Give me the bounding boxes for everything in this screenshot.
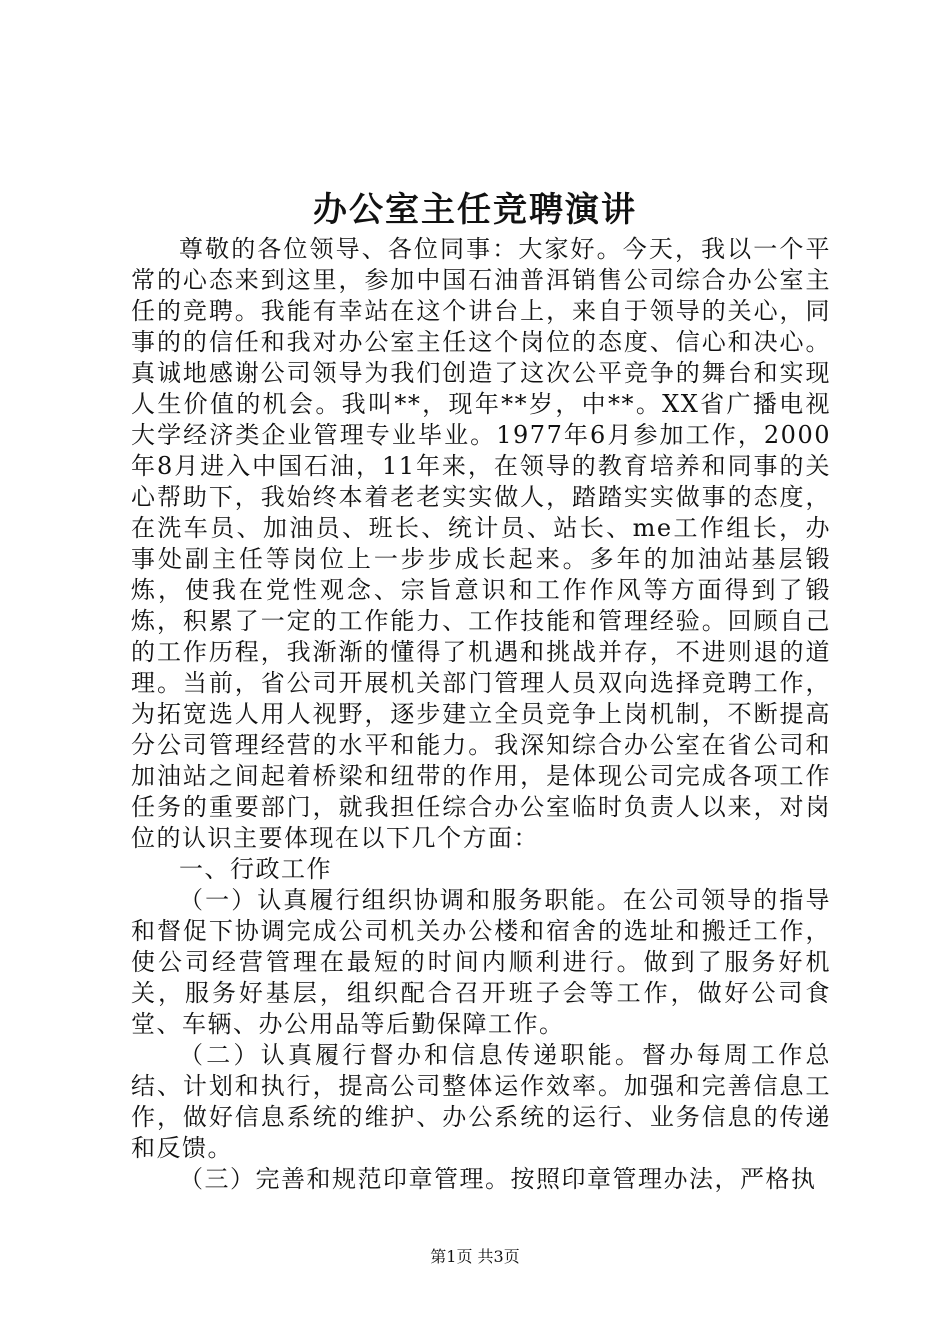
paragraph-item-2: （二）认真履行督办和信息传递职能。督办每周工作总结、计划和执行，提高公司整体运作效率。加强和完善信息工作，做好信息系统的维护、办公系统的运行、业务信息的传递和反馈。: [131, 1041, 831, 1162]
document-title: 办公室主任竞聘演讲: [313, 190, 637, 230]
paragraph-intro: 尊敬的各位领导、各位同事：大家好。今天，我以一个平常的心态来到这里，参加中国石油普洱销售公司综合办公室主任的竞聘。我能有幸站在这个讲台上，来自于领导的关心，同事的的信任和我对办公室主任这个岗位的态度、信心和决心。真诚地感谢公司领导为我们创造了这次公平竞争的舞台和实现人生价值的机会。我叫**，现年**岁，中**。XX省广播电视大学经济类企业管理专业毕业。1977年6月参加工作，2000年8月进入中国石油，11年来，在领导的教育培养和同事的关心帮助下，我始终本着老老实实做人，踏踏实实做事的态度，在洗车员、加油员、班长、统计员、站长、me工作组长，办事处副主任等岗位上一步步成长起来。多年的加油站基层锻炼，使我在党性观念、宗旨意识和工作作风等方面得到了锻炼，积累了一定的工作能力、工作技能和管理经验。回顾自己的工作历程，我渐渐的懂得了机遇和挑战并存，不进则退的道理。当前，省公司开展机关部门管理人员双向选择竞聘工作，为拓宽选人用人视野，逐步建立全员竞争上岗机制，不断提高分公司管理经营的水平和能力。我深知综合办公室在省公司和加油站之间起着桥梁和纽带的作用，是体现公司完成各项工作任务的重要部门，就我担任综合办公室临时负责人以来，对岗位的认识主要体现在以下几个方面：: [131, 235, 831, 852]
page-footer: 第1页 共3页: [430, 1247, 520, 1266]
paragraph-item-3: （三）完善和规范印章管理。按照印章管理办法，严格执: [179, 1165, 817, 1193]
document-body: [131, 234, 831, 1195]
section-heading-admin: 一、行政工作: [179, 855, 332, 883]
paragraph-item-1: （一）认真履行组织协调和服务职能。在公司领导的指导和督促下协调完成公司机关办公楼和宿舍的选址和搬迁工作，使公司经营管理在最短的时间内顺利进行。做到了服务好机关，服务好基层，组织配合召开班子会等工作，做好公司食堂、车辆、办公用品等后勤保障工作。: [131, 886, 831, 1038]
